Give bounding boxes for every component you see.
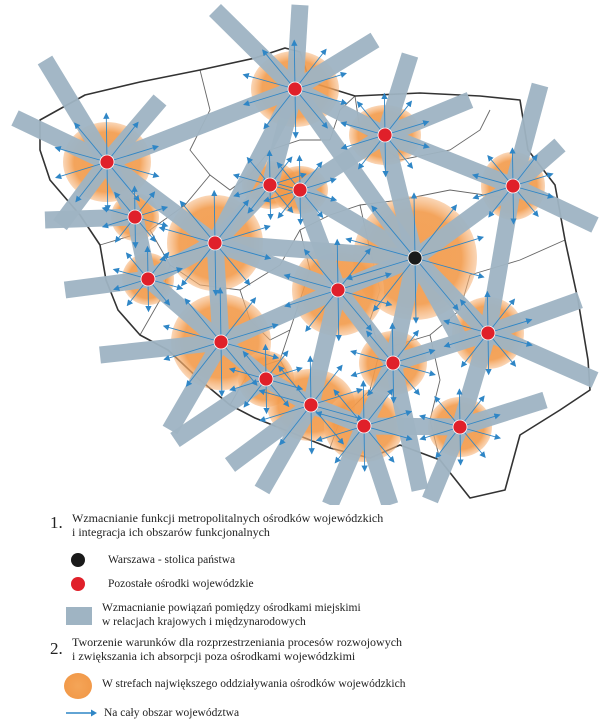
center-torun	[293, 183, 307, 197]
capital-legend-symbol	[71, 553, 85, 567]
center-legend-symbol	[71, 577, 85, 591]
center-poznan	[208, 236, 222, 250]
corridor-spoke	[295, 5, 300, 89]
center-opole	[259, 372, 273, 386]
center-bydgoszcz	[263, 178, 277, 192]
center-gdansk	[288, 82, 302, 96]
section-2-line-1: Tworzenie warunków dla rozprzestrzeniania procesów rozwojowych	[72, 635, 403, 649]
arrow-legend-label: Na cały obszar województwa	[104, 707, 240, 719]
zone-legend-label: W strefach największego oddziaływania ośrodków wojewódzkich	[102, 678, 406, 690]
legend	[0, 505, 600, 723]
center-legend-label: Pozostałe ośrodki wojewódzkie	[108, 578, 254, 590]
arrow-legend-symbol	[64, 708, 98, 718]
center-katowice	[304, 398, 318, 412]
corridor-legend-label	[102, 601, 361, 629]
voivodeship-border	[470, 240, 565, 275]
center-gorzow	[128, 210, 142, 224]
corridor-spoke	[45, 217, 135, 220]
capital-warszawa	[408, 251, 422, 265]
section-2-line-2: i zwiększania ich absorpcji poza ośrodkami wojewódzkimi	[72, 649, 356, 663]
section-1-number: 1.	[50, 513, 63, 532]
section-1-line-1: Wzmacnianie funkcji metropolitalnych ośrodków wojewódzkich	[72, 511, 384, 525]
center-kielce	[386, 356, 400, 370]
center-bialystok	[506, 179, 520, 193]
corridor-legend-line-1: Wzmacnianie powiązań pomiędzy ośrodkami miejskimi	[102, 602, 361, 614]
center-olsztyn	[378, 128, 392, 142]
corridor-legend-line-2: w relacjach krajowych i międzynarodowych	[102, 616, 306, 628]
center-zielona-gora	[141, 272, 155, 286]
zone-legend-symbol	[64, 673, 92, 699]
center-krakow	[357, 419, 371, 433]
section-1-title	[72, 511, 383, 539]
capital-legend-label: Warszawa - stolica państwa	[108, 554, 236, 566]
section-1-line-2: i integracja ich obszarów funkcjonalnych	[72, 525, 270, 539]
center-wroclaw	[214, 335, 228, 349]
center-szczecin	[100, 155, 114, 169]
corridor-legend-symbol	[66, 607, 92, 625]
center-lublin	[481, 326, 495, 340]
center-rzeszow	[453, 420, 467, 434]
corridor-spoke	[65, 279, 148, 290]
center-lodz	[331, 283, 345, 297]
section-2-title	[72, 635, 402, 663]
section-2-number: 2.	[50, 639, 63, 658]
